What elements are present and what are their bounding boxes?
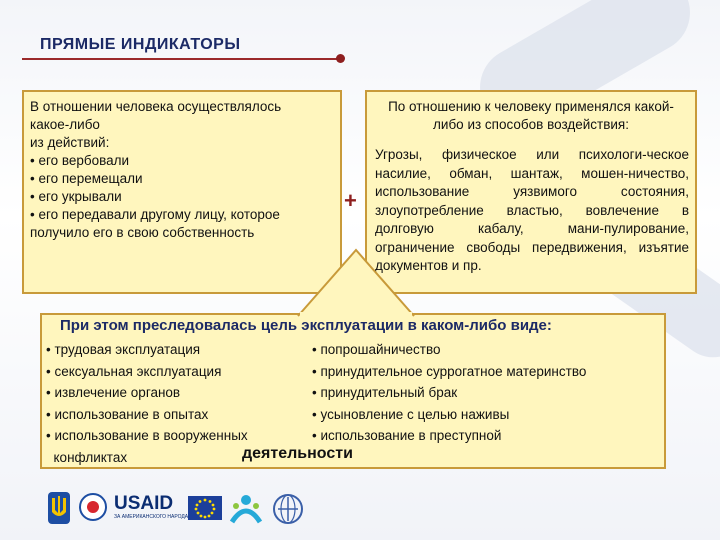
list-item: • сексуальная эксплуатация [46,363,222,379]
ukraine-trident-icon [48,492,70,524]
exploitation-box [40,313,666,469]
actions-text [30,98,340,242]
methods-body: Угрозы, физическое или психологи-ческое насилие, обман, шантаж, мошен-ничество, использование уязвимого состояния, злоупотребление властью, вовлечение в долговую кабалу, мани-пулирование, ограничение свободы передвижения, изъятие документов и пр. [375,147,689,273]
list-item: • принудительное суррогатное материнство [312,363,587,379]
usaid-logo [114,494,188,520]
actions-line: • его вербовали [30,153,130,168]
list-item: конфликтах [46,449,128,465]
actions-line: • его передавали другому лицу, которое [30,207,280,222]
plus-sign: + [344,188,357,213]
actions-line: из действий: [30,135,110,150]
list-item: • использование в преступной [312,428,502,443]
actions-line: • его перемещали [30,171,143,186]
title-dot [336,54,345,63]
actions-line: какое-либо [30,117,100,132]
actions-line: получило его в свою собственность [30,225,255,240]
page-title: ПРЯМЫЕ ИНДИКАТОРЫ [40,36,241,53]
list-item: • принудительный брак [312,385,458,400]
list-item: • извлечение органов [46,385,181,400]
eu-flag-icon [188,496,222,520]
actions-line: • его укрывали [30,189,122,204]
exploitation-heading: При этом преследовалась цель эксплуатации в каком-либо виде: [60,317,552,334]
usaid-logo-text: USAID [114,493,174,514]
actions-line: В отношении человека осуществлялось [30,99,282,114]
exploitation-list-right [312,339,662,447]
title-underline [22,58,340,60]
methods-heading: По отношению к человеку применялся какой-либо из способов воздействия: [388,99,674,132]
emblem-icon [78,492,108,524]
logo-row [48,490,308,530]
list-item: • использование в вооруженных [46,428,248,443]
people-icon [228,492,264,526]
list-item-continuation: деятельности [242,445,353,462]
actions-box [22,90,342,294]
list-item: • трудовая эксплуатация [46,342,201,357]
callout-pointer [296,248,416,318]
iom-logo-icon [270,492,306,526]
list-item: • использование в опытах [46,406,209,422]
list-item: • попрошайничество [312,342,441,357]
usaid-logo-subtext: ЗА АМЕРИКАНСКОГО НАРОДА [114,514,189,520]
list-item: • усыновление с целью наживы [312,406,510,422]
